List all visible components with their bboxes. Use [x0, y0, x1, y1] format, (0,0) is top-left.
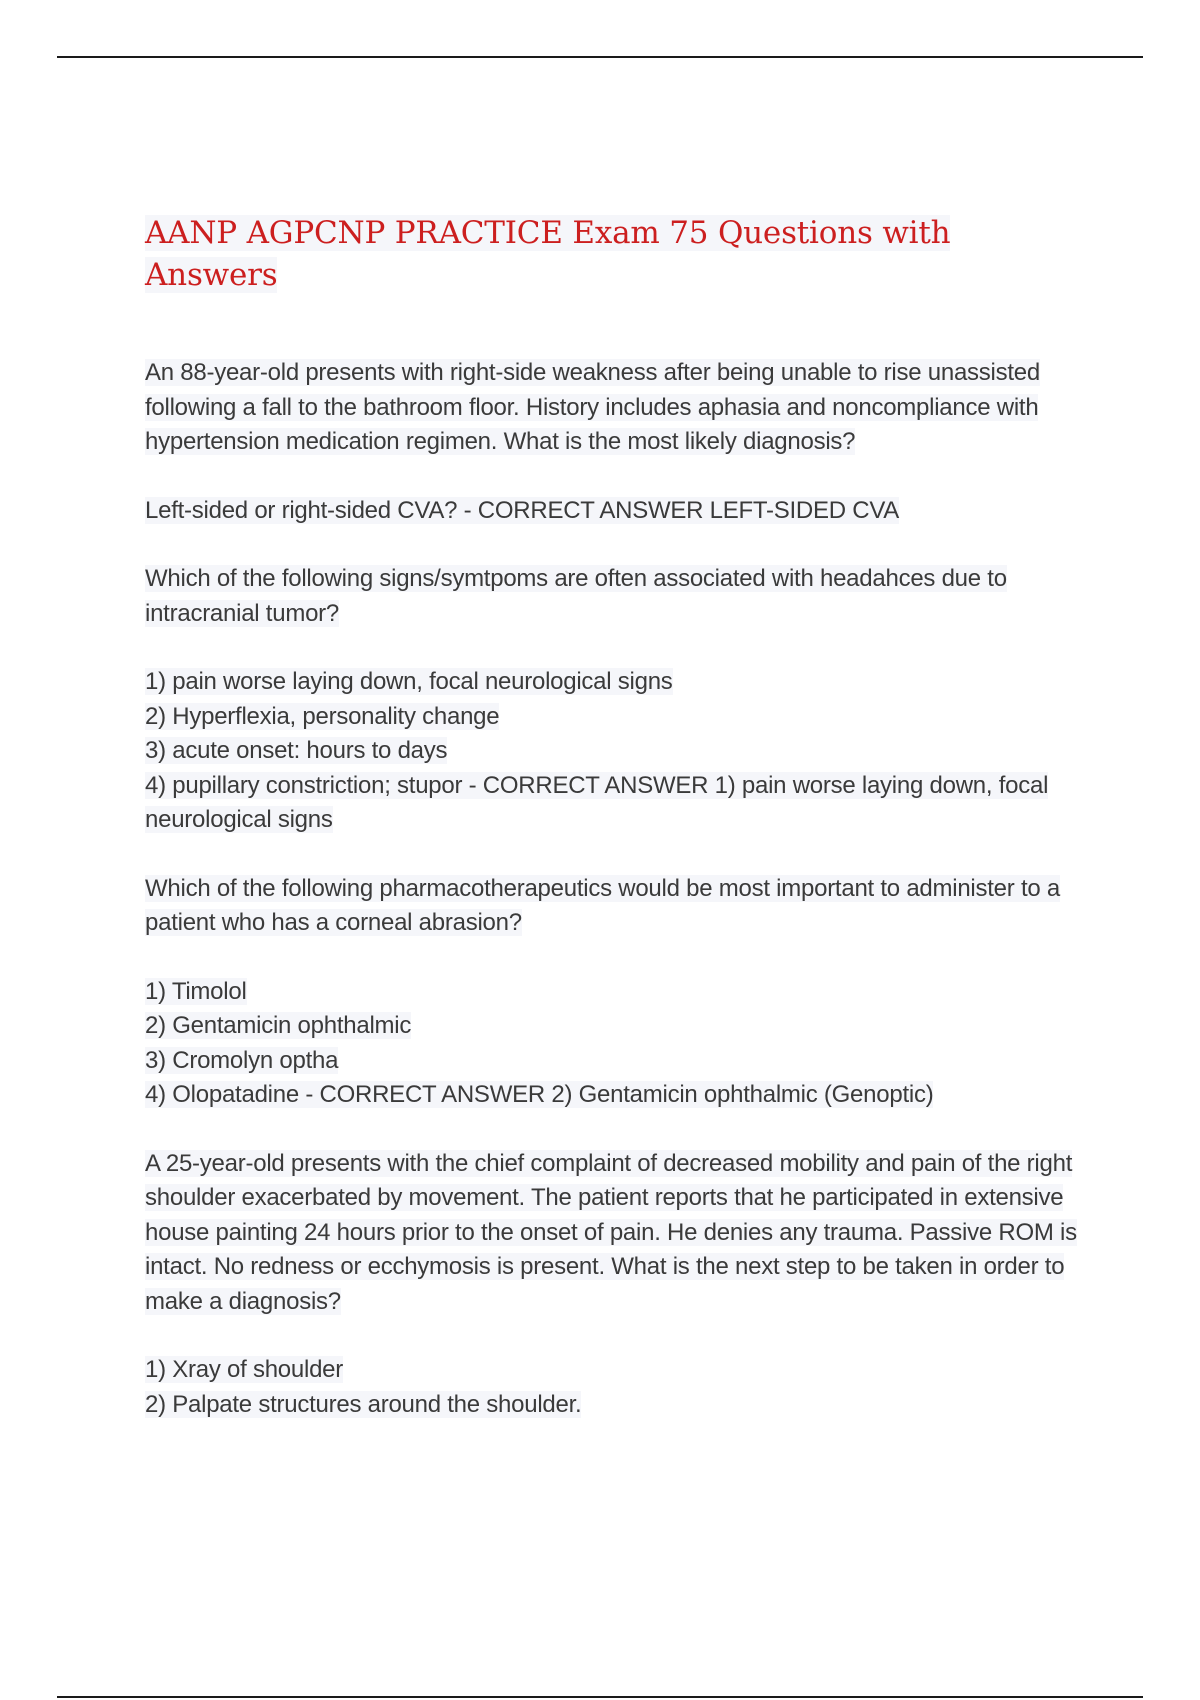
question-2-options [145, 665, 1090, 838]
question-3-stem-text: Which of the following pharmacotherapeutics would be most important to administer to a patient who has a corneal abrasion? [145, 874, 1060, 936]
document-title [145, 212, 1090, 296]
question-3-stem [145, 872, 1090, 941]
question-2-options-text: 1) pain worse laying down, focal neurological signs 2) Hyperflexia, personality change 3) acute onset: hours to days 4) pupillary constriction; stupor - CORRECT ANSWER 1) pain worse laying down, focal neurological signs [145, 668, 1049, 833]
question-2-stem [145, 562, 1090, 631]
question-1-answer-text: Left-sided or right-sided CVA? - CORRECT ANSWER LEFT-SIDED CVA [145, 496, 900, 524]
document-title-text: AANP AGPCNP PRACTICE Exam 75 Questions with Answers [145, 215, 951, 293]
question-1-stem [145, 356, 1090, 460]
question-4-stem [145, 1147, 1090, 1320]
document-body [145, 212, 1090, 1456]
footer-rule [57, 1696, 1143, 1698]
question-4-options [145, 1353, 1090, 1422]
question-3-options-text: 1) Timolol 2) Gentamicin ophthalmic 3) Cromolyn optha 4) Olopatadine - CORRECT ANSWER 2) Gentamicin ophthalmic (Genoptic) [145, 977, 934, 1108]
question-2-stem-text: Which of the following signs/symtpoms are often associated with headahces due to intracranial tumor? [145, 565, 1007, 627]
question-4-stem-text: A 25-year-old presents with the chief complaint of decreased mobility and pain of the right shoulder exacerbated by movement. The patient reports that he participated in extensive house painting 24 hours prior to the onset of pain. He denies any trauma. Passive ROM is intact. No redness or ecchymosis is present. What is the next step to be taken in order to make a diagnosis? [145, 1149, 1077, 1315]
question-3-options [145, 975, 1090, 1113]
question-4-options-text: 1) Xray of shoulder 2) Palpate structures around the shoulder. [145, 1356, 582, 1418]
header-rule [57, 56, 1143, 58]
question-1-answer [145, 494, 1090, 529]
question-1-stem-text: An 88-year-old presents with right-side weakness after being unable to rise unassisted following a fall to the bathroom floor. History includes aphasia and noncompliance with hypertension medication regimen. What is the most likely diagnosis? [145, 359, 1040, 455]
